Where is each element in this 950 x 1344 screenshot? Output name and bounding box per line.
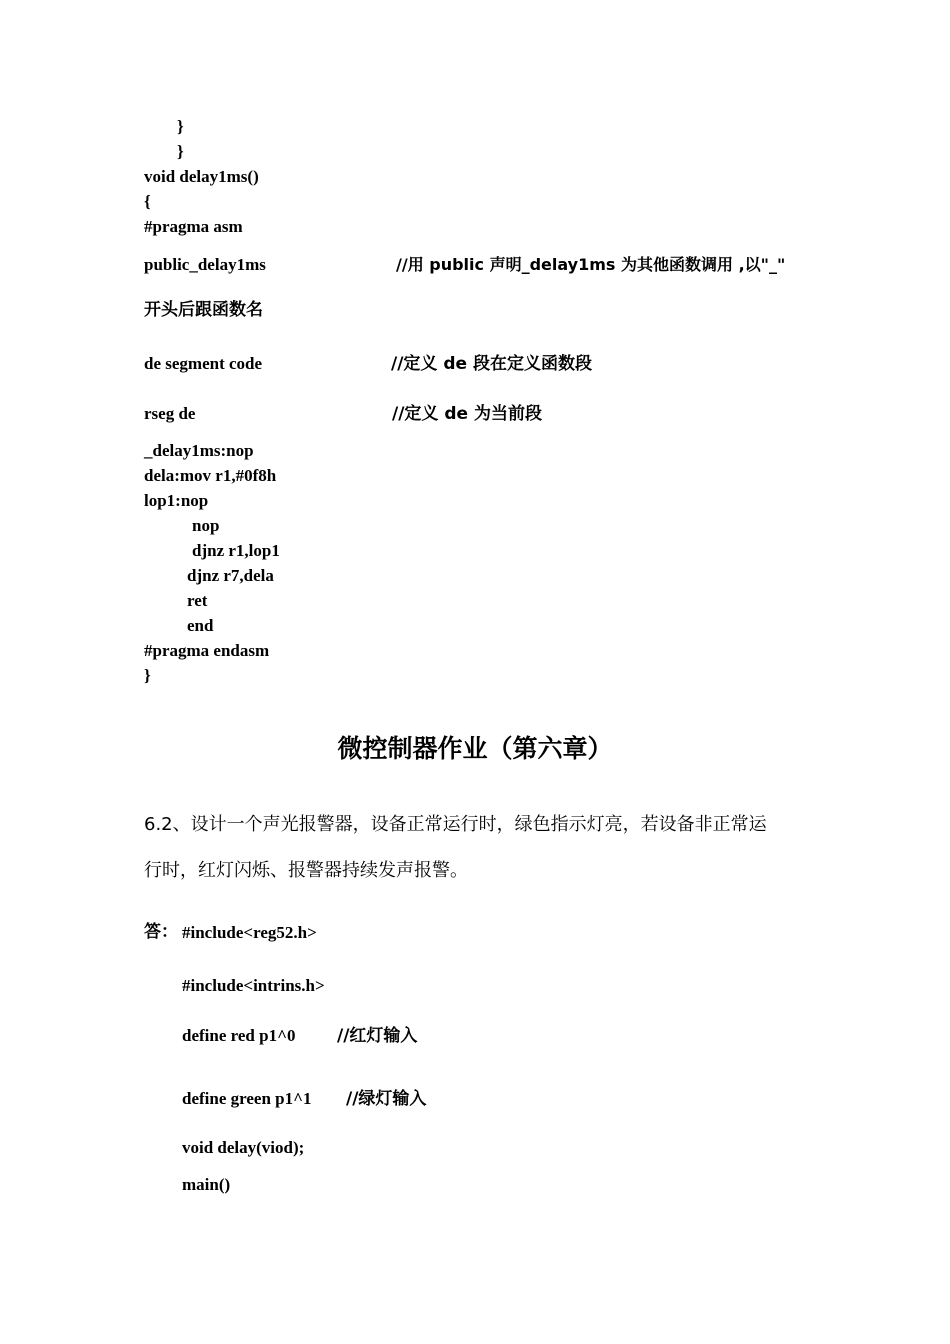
code-line: _delay1ms:nop	[144, 441, 254, 460]
code-line: define red p1^0	[182, 1026, 296, 1045]
code-line: #include<intrins.h>	[182, 976, 325, 995]
code-line: void delay(viod);	[182, 1138, 305, 1157]
code-line: }	[177, 142, 184, 161]
code-line: ret	[187, 591, 208, 610]
code-comment: //红灯输入	[337, 1026, 418, 1046]
code-line: }	[177, 117, 184, 136]
code-comment: //绿灯输入	[346, 1089, 427, 1109]
code-line: nop	[192, 516, 220, 535]
code-line: rseg de	[144, 404, 196, 423]
code-line: dela:mov r1,#0f8h	[144, 466, 277, 485]
section-title: 微控制器作业（第六章）	[337, 734, 613, 763]
code-line: {	[144, 192, 151, 211]
code-line: }	[144, 666, 151, 685]
code-line: #pragma asm	[144, 217, 243, 236]
code-line: void delay1ms()	[144, 167, 259, 186]
answer-label: 答：	[144, 922, 178, 942]
code-line: #include<reg52.h>	[182, 923, 317, 942]
question-text-line1: 6.2、设计一个声光报警器，设备正常运行时，绿色指示灯亮，若设备非正常运	[144, 814, 767, 835]
code-comment: //定义 de 为当前段	[392, 404, 542, 424]
code-line: lop1:nop	[144, 491, 209, 510]
code-line: end	[187, 616, 214, 635]
code-comment: 开头后跟函数名	[144, 300, 263, 320]
code-line: djnz r7,dela	[187, 566, 274, 585]
code-line: main()	[182, 1175, 231, 1194]
code-comment: //用 public 声明_delay1ms 为其他函数调用 ,以"_"	[396, 255, 786, 274]
code-line: de segment code	[144, 354, 263, 373]
question-text-line2: 行时，红灯闪烁、报警器持续发声报警。	[144, 860, 468, 881]
code-line: djnz r1,lop1	[192, 541, 280, 560]
code-comment: //定义 de 段在定义函数段	[391, 354, 592, 374]
code-line: public_delay1ms	[144, 255, 266, 274]
code-line: #pragma endasm	[144, 641, 270, 660]
code-line: define green p1^1	[182, 1089, 312, 1108]
